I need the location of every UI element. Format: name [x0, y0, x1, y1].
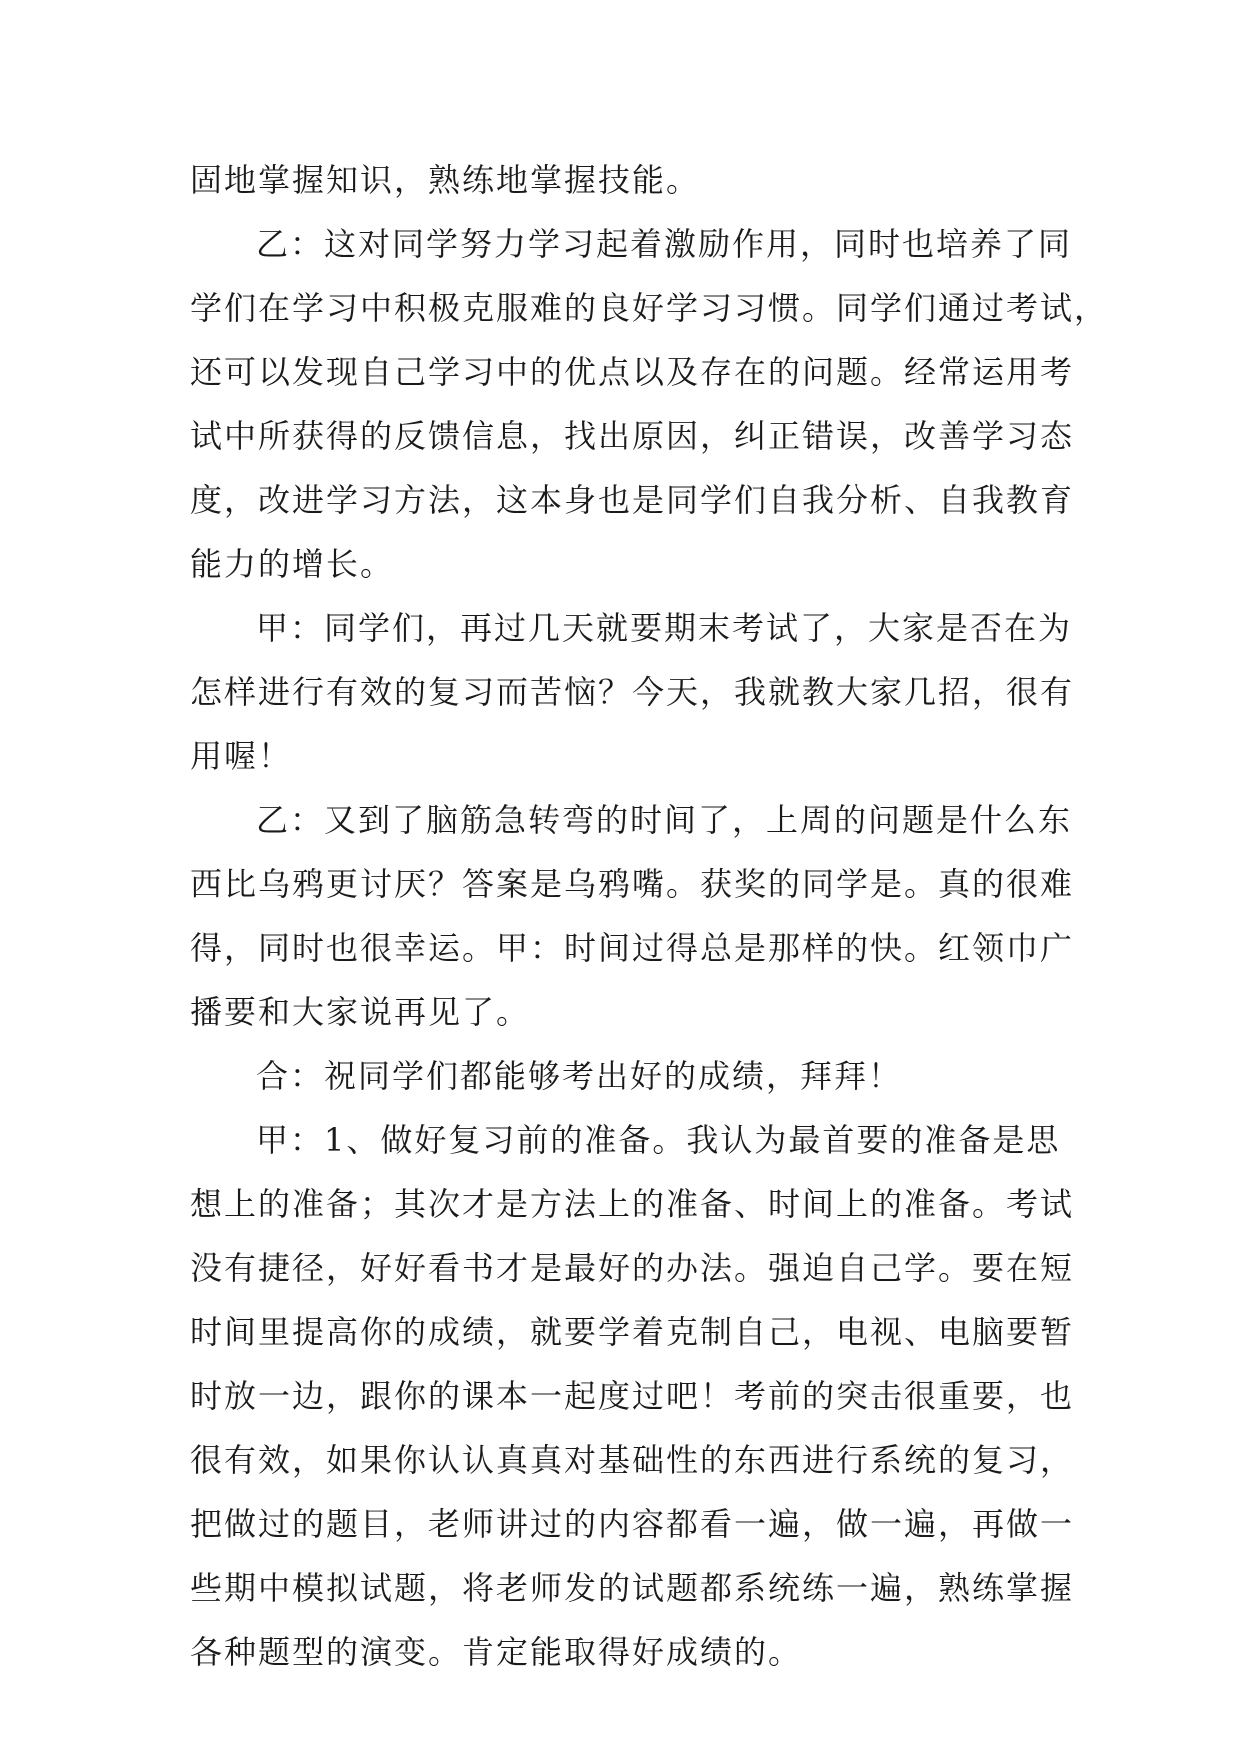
text-line: 各种题型的演变。肯定能取得好成绩的。 — [190, 1633, 803, 1671]
text-line: 试中所获得的反馈信息，找出原因，纠正错误，改善学习态 — [190, 417, 1075, 455]
text-line: 时放一边，跟你的课本一起度过吧！考前的突击很重要，也 — [190, 1377, 1075, 1415]
text-line: 很有效，如果你认认真真对基础性的东西进行系统的复习， — [190, 1441, 1075, 1479]
text-line: 得，同时也很幸运。甲：时间过得总是那样的快。红领巾广 — [190, 929, 1075, 967]
text-line: 些期中模拟试题，将老师发的试题都系统练一遍，熟练掌握 — [190, 1569, 1075, 1607]
text-line: 时间里提高你的成绩，就要学着克制自己，电视、电脑要暂 — [190, 1313, 1075, 1351]
text-line: 能力的增长。 — [190, 545, 395, 583]
text-line: 把做过的题目，老师讲过的内容都看一遍，做一遍，再做一 — [190, 1505, 1075, 1543]
text-line: 学们在学习中积极克服难的良好学习习惯。同学们通过考试， — [190, 289, 1109, 327]
text-line: 度，改进学习方法，这本身也是同学们自我分析、自我教育 — [190, 481, 1075, 519]
text-line: 还可以发现自己学习中的优点以及存在的问题。经常运用考 — [190, 353, 1075, 391]
text-line: 甲：同学们，再过几天就要期末考试了，大家是否在为 — [256, 609, 1073, 647]
text-line: 乙：这对同学努力学习起着激励作用，同时也培养了同 — [256, 225, 1073, 263]
text-line: 西比乌鸦更讨厌？答案是乌鸦嘴。获奖的同学是。真的很难 — [190, 865, 1075, 903]
text-line: 乙：又到了脑筋急转弯的时间了，上周的问题是什么东 — [256, 801, 1073, 839]
text-line: 合：祝同学们都能够考出好的成绩，拜拜！ — [256, 1057, 903, 1095]
text-line: 没有捷径，好好看书才是最好的办法。强迫自己学。要在短 — [190, 1249, 1075, 1287]
text-line: 用喔！ — [190, 737, 293, 775]
text-line: 想上的准备；其次才是方法上的准备、时间上的准备。考试 — [190, 1185, 1075, 1223]
text-line: 甲：1、做好复习前的准备。我认为最首要的准备是思 — [256, 1121, 1061, 1159]
text-line: 播要和大家说再见了。 — [190, 993, 531, 1031]
text-line: 怎样进行有效的复习而苦恼？今天，我就教大家几招，很有 — [190, 673, 1075, 711]
text-line: 固地掌握知识，熟练地掌握技能。 — [190, 161, 701, 199]
